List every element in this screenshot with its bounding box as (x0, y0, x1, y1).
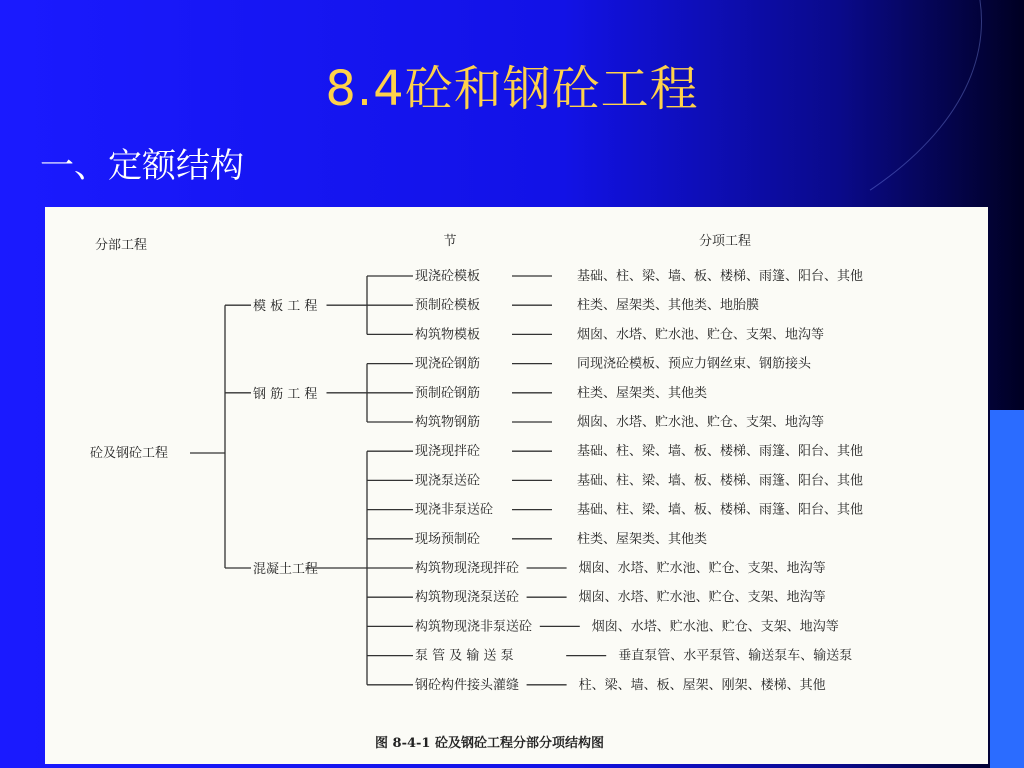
subitem-list: 烟囱、水塔、贮水池、贮仓、支架、地沟等 (577, 327, 825, 343)
structure-figure (45, 207, 988, 764)
section-label: 预制砼模板 (415, 298, 481, 314)
section-label: 构筑物现浇非泵送砼 (415, 619, 533, 635)
subitem-list: 烟囱、水塔、贮水池、贮仓、支架、地沟等 (578, 561, 826, 576)
slide-title: 8.4砼和钢砼工程 (325, 61, 699, 117)
section-label: 现浇非泵送砼 (415, 502, 494, 518)
subitem-list: 同现浇砼模板、预应力钢丝束、钢筋接头 (577, 356, 812, 372)
section-label: 现浇泵送砼 (415, 473, 481, 489)
decorative-block (990, 410, 1024, 768)
subitem-list: 烟囱、水塔、贮水池、贮仓、支架、地沟等 (591, 619, 839, 635)
slide-subtitle: 一、定额结构 (40, 146, 244, 186)
section-label: 现场预制砼 (415, 531, 481, 547)
figure-caption: 图 8-4-1 砼及钢砼工程分部分项结构图 (375, 736, 604, 751)
section-label: 泵 管 及 输 送 泵 (415, 648, 514, 664)
section-label: 构筑物模板 (415, 327, 481, 343)
section-label: 现浇砼钢筋 (415, 356, 481, 372)
group-label: 钢 筋 工 程 (253, 386, 318, 402)
section-label: 现浇现拌砼 (415, 444, 481, 460)
subitem-list: 垂直泵管、水平泵管、输送泵车、输送泵 (618, 648, 853, 664)
subitem-list: 柱类、屋架类、其他类 (577, 531, 708, 547)
subitem-list: 基础、柱、梁、墙、板、楼梯、雨篷、阳台、其他 (577, 502, 864, 518)
section-label: 预制砼钢筋 (415, 385, 481, 401)
structure-tree (45, 207, 988, 764)
subitem-list: 柱类、屋架类、其他类、地胎膜 (577, 298, 760, 314)
subitem-list: 基础、柱、梁、墙、板、楼梯、雨篷、阳台、其他 (577, 444, 864, 460)
subitem-list: 烟囱、水塔、贮水池、贮仓、支架、地沟等 (577, 415, 825, 430)
group-label: 模 板 工 程 (253, 299, 318, 315)
subitem-list: 烟囱、水塔、贮水池、贮仓、支架、地沟等 (578, 590, 826, 606)
section-label: 构筑物钢筋 (415, 415, 481, 430)
section-label: 现浇砼模板 (415, 269, 481, 284)
section-label: 构筑物现浇泵送砼 (415, 590, 520, 606)
section-label: 钢砼构件接头灌缝 (415, 677, 520, 693)
subitem-list: 基础、柱、梁、墙、板、楼梯、雨篷、阳台、其他 (577, 473, 864, 489)
subitem-list: 基础、柱、梁、墙、板、楼梯、雨篷、阳台、其他 (577, 269, 864, 284)
root-label: 砼及钢砼工程 (90, 446, 169, 461)
header-subitem: 分项工程 (698, 234, 752, 249)
header-division: 分部工程 (95, 238, 148, 253)
subitem-list: 柱类、屋架类、其他类 (577, 385, 708, 401)
subitem-list: 柱、梁、墙、板、屋架、刚架、楼梯、其他 (578, 677, 826, 693)
group-label: 混凝土工程 (253, 562, 319, 577)
section-label: 构筑物现浇现拌砼 (415, 561, 520, 576)
header-section: 节 (443, 234, 457, 249)
